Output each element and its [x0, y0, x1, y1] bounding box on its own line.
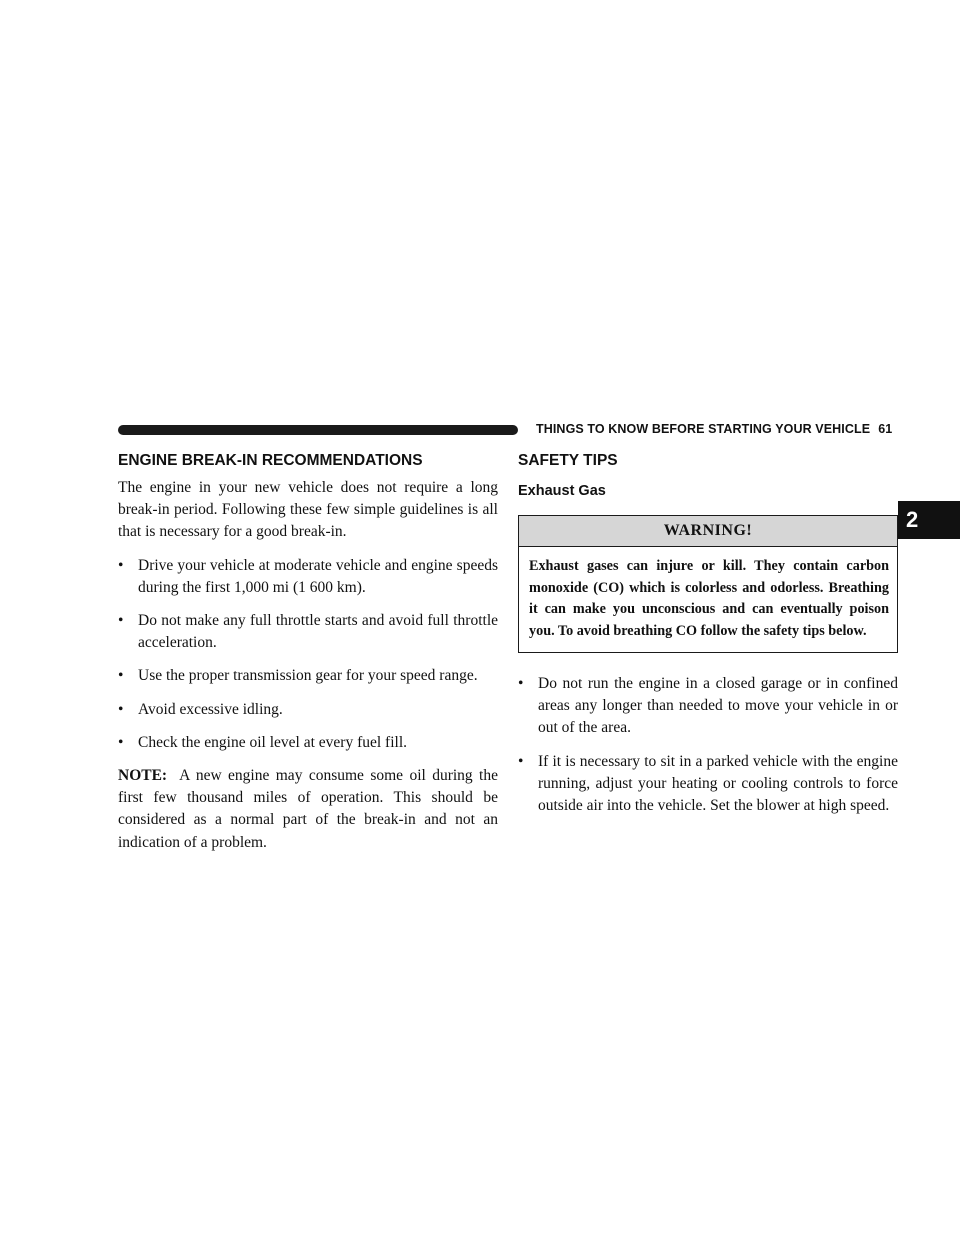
list-item-text: If it is necessary to sit in a parked vehicle with the engine running, adjust your heating or cooling controls to force outside air into the vehicle. Set the blower at high speed.	[538, 752, 898, 815]
chapter-tab: 2	[898, 501, 960, 539]
break-in-list	[118, 555, 498, 754]
left-column	[118, 450, 498, 854]
bullet-icon: •	[518, 752, 524, 770]
right-column	[518, 450, 898, 817]
note-text: A new engine may consume some oil during the first few thousand miles of operation. This should be considered as a normal part of the break-in and not an indication of a problem.	[118, 767, 498, 851]
bullet-icon: •	[518, 675, 524, 692]
section-heading-safety-tips: SAFETY TIPS	[518, 452, 618, 469]
section-heading-break-in: ENGINE BREAK-IN RECOMMENDATIONS	[118, 452, 423, 469]
bullet-icon: •	[118, 556, 124, 574]
list-item	[118, 610, 498, 654]
warning-text: Exhaust gases can injure or kill. They contain carbon monoxide (CO) which is colorless and odorless. Breathing it can make you unconscious and can eventually poison you. To avoid breathing CO follow the safety tips below.	[529, 558, 889, 639]
list-item	[518, 673, 898, 740]
note-paragraph	[118, 765, 498, 854]
list-item	[118, 555, 498, 599]
exhaust-list	[518, 673, 898, 817]
list-item-text: Drive your vehicle at moderate vehicle and engine speeds during the first 1,000 mi (1 600 km).	[138, 556, 498, 596]
list-item	[118, 665, 498, 687]
bullet-icon: •	[118, 700, 124, 718]
note-label: NOTE:	[118, 767, 168, 785]
running-header	[536, 422, 892, 436]
page-number: 61	[878, 422, 893, 436]
subheading-exhaust-gas: Exhaust Gas	[518, 483, 606, 499]
list-item	[118, 699, 498, 721]
header-rule	[118, 425, 518, 435]
list-item-text: Do not make any full throttle starts and avoid full throttle acceleration.	[138, 612, 498, 652]
warning-title: WARNING!	[519, 516, 897, 547]
list-item	[518, 751, 898, 818]
break-in-intro: The engine in your new vehicle does not require a long break-in period. Following these few simple guidelines is all that is necessary for a good break-in.	[118, 479, 498, 541]
bullet-icon: •	[118, 733, 124, 751]
header-title: THINGS TO KNOW BEFORE STARTING YOUR VEHICLE	[536, 422, 871, 436]
list-item-text: Use the proper transmission gear for your speed range.	[138, 667, 478, 685]
bullet-icon: •	[118, 612, 124, 630]
list-item-text: Check the engine oil level at every fuel fill.	[138, 733, 407, 751]
warning-box	[518, 515, 898, 653]
list-item-text: Do not run the engine in a closed garage or in confined areas any longer than needed to move your vehicle in or out of the area.	[538, 675, 898, 737]
bullet-icon: •	[118, 667, 124, 685]
list-item	[118, 732, 498, 754]
list-item-text: Avoid excessive idling.	[138, 700, 283, 718]
